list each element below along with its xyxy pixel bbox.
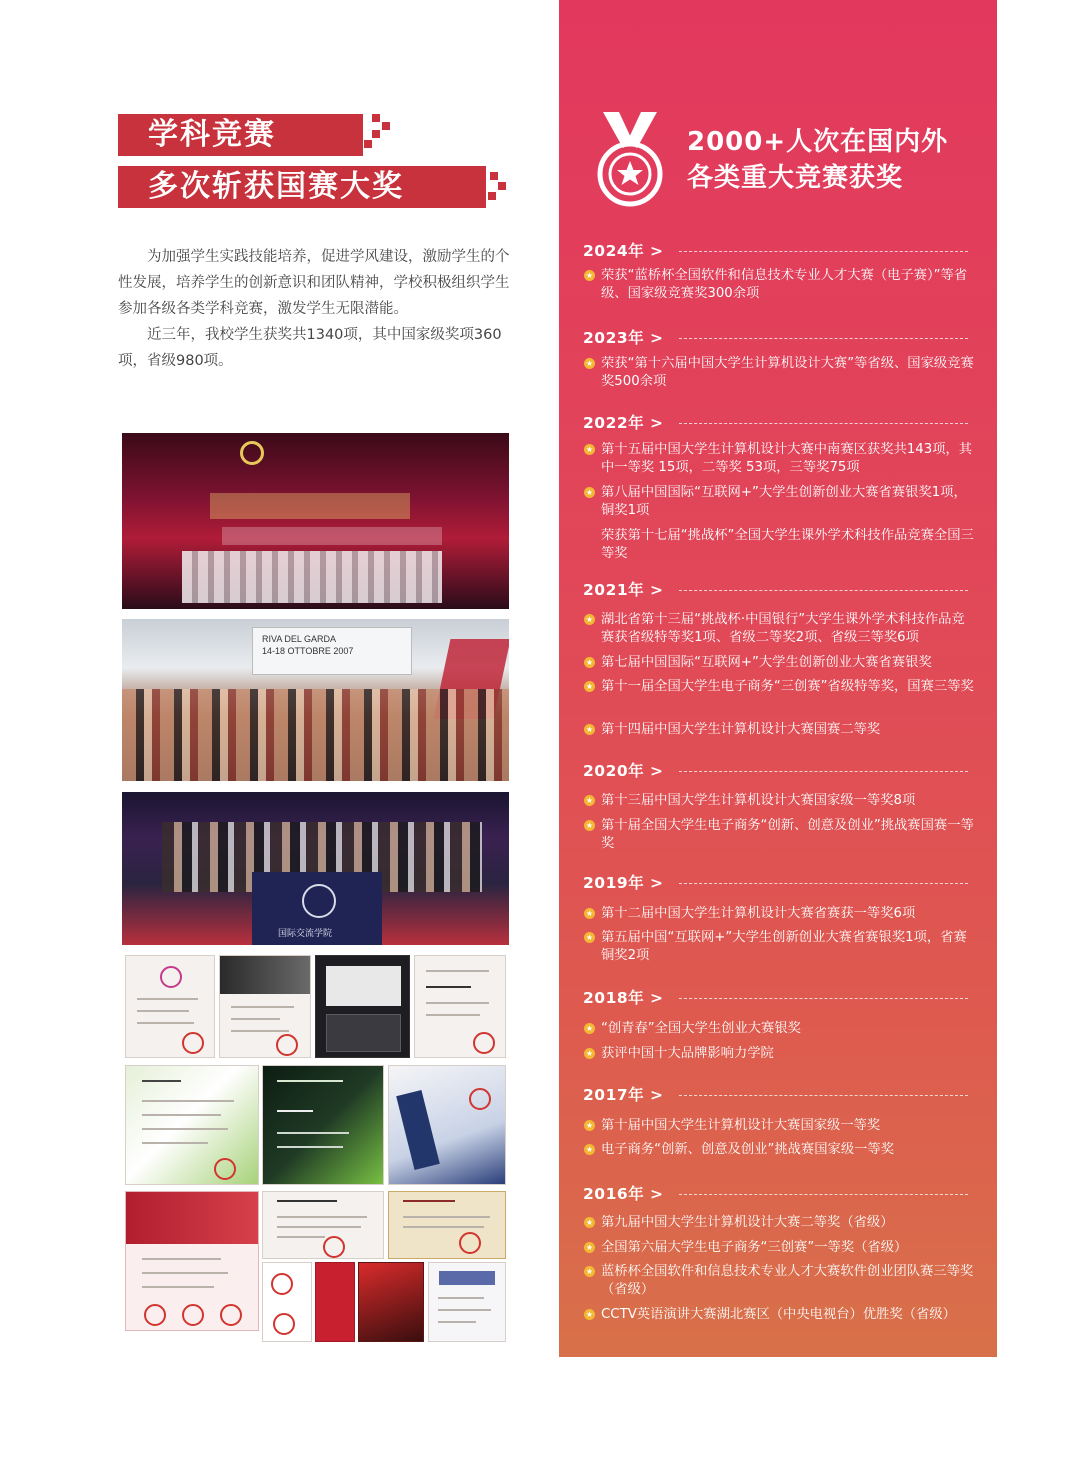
seal-icon [182, 1032, 204, 1054]
award-item: ★ 第十一届全国大学生电子商务“三创赛”省级特等奖，国赛三等奖 [585, 679, 974, 694]
award-item: ★ 电子商务“创新、创意及创业”挑战赛国家级一等奖 [585, 1142, 895, 1157]
star-bullet-icon: ★ [585, 796, 594, 805]
dashed-divider [679, 1095, 968, 1096]
certificate-image [388, 1065, 506, 1185]
year-header [583, 1085, 968, 1105]
seal-icon [182, 1304, 204, 1326]
dashed-divider [679, 338, 968, 339]
flag-text: 国际交流学院 [278, 929, 333, 939]
certificate-image [262, 1065, 384, 1185]
dashed-divider [679, 998, 968, 999]
star-bullet-icon: ★ [585, 1049, 594, 1058]
star-bullet-icon: ★ [585, 933, 594, 942]
choir-group [182, 551, 442, 603]
year-label: 2022年 > [583, 414, 664, 432]
seal-icon [214, 1158, 236, 1180]
award-item: ★ 荣获“第十六届中国大学生计算机设计大赛”等省级、国家级竞赛奖500余项 [585, 356, 974, 389]
stage-caption [222, 527, 442, 545]
section-title-line2: 多次斩获国赛大奖 [118, 166, 486, 208]
year-header [583, 413, 968, 433]
award-item: ★ 第十届全国大学生电子商务“创新、创意及创业”挑战赛国赛一等奖 [585, 818, 974, 851]
certificate-image [125, 955, 215, 1058]
award-item: ★ 第十届中国大学生计算机设计大赛国家级一等奖 [585, 1118, 881, 1133]
dashed-divider [679, 1194, 968, 1195]
award-item: ★ 第十四届中国大学生计算机设计大赛国赛二等奖 [585, 722, 881, 737]
star-bullet-icon: ★ [585, 1024, 594, 1033]
star-bullet-icon: ★ [585, 271, 594, 280]
certificate-image [125, 1191, 259, 1331]
intro-text [118, 244, 513, 374]
dashed-divider [679, 771, 968, 772]
year-label: 2019年 > [583, 874, 664, 892]
pixel-decoration [372, 114, 380, 122]
pixel-decoration [490, 172, 498, 180]
year-label: 2020年 > [583, 762, 664, 780]
intro-paragraph: 为加强学生实践技能培养，促进学风建设，激励学生的个性发展，培养学生的创新意识和团队精神，学校积极组织学生参加各级各类学科竞赛，激发学生无限潜能。 [118, 249, 510, 317]
panel-heading-line2: 各类重大竞赛获奖 [687, 163, 904, 193]
seal-icon [459, 1232, 481, 1254]
choir-performance-photo [122, 433, 509, 609]
certificate-image [315, 955, 410, 1058]
dashed-divider [679, 590, 968, 591]
star-bullet-icon: ★ [585, 359, 594, 368]
star-bullet-icon: ★ [585, 1243, 594, 1252]
certificate-image [219, 955, 311, 1058]
certificate-image [388, 1191, 506, 1259]
star-bullet-icon: ★ [585, 445, 594, 454]
panel-heading [687, 124, 987, 196]
group-of-people [122, 689, 509, 781]
year-header [583, 988, 968, 1008]
star-bullet-icon: ★ [585, 1145, 594, 1154]
certificate-image [358, 1262, 424, 1342]
seal-icon [473, 1032, 495, 1054]
year-label: 2023年 > [583, 329, 664, 347]
star-bullet-icon: ★ [585, 488, 594, 497]
dashed-divider [679, 251, 968, 252]
pixel-decoration [364, 140, 372, 148]
seal-icon [273, 1313, 295, 1335]
certificate-image [428, 1262, 506, 1342]
stage-banner [210, 493, 410, 519]
team-flag-photo [122, 792, 509, 945]
award-item: ★ 荣获“蓝桥杯全国软件和信息技术专业人才大赛（电子赛）”等省级、国家级竞赛奖300余项 [585, 268, 968, 301]
star-bullet-icon: ★ [585, 909, 594, 918]
star-bullet-icon: ★ [585, 725, 594, 734]
award-item: ★ 湖北省第十三届“挑战杯·中国银行”大学生课外学术科技作品竞赛获省级特等奖1项、省级二等奖2项、省级三等奖6项 [585, 612, 965, 645]
year-header [583, 873, 968, 893]
event-sign-text: RIVA DEL GARDA 14-18 OTTOBRE 2007 [262, 634, 354, 656]
seal-icon [323, 1236, 345, 1258]
year-label: 2024年 > [583, 242, 664, 260]
pixel-decoration [498, 182, 506, 190]
dashed-divider [679, 883, 968, 884]
award-item: ★ 第十五届中国大学生计算机设计大赛中南赛区获奖共143项，其中一等奖 15项，二等奖 53项，三等奖75项 [585, 442, 973, 475]
award-item: ★ 第七届中国国际“互联网+”大学生创新创业大赛省赛银奖 [585, 655, 932, 670]
section-title-line1: 学科竞赛 [118, 114, 363, 156]
year-label: 2017年 > [583, 1086, 664, 1104]
award-item: ★ 第十二届中国大学生计算机设计大赛省赛获一等奖6项 [585, 906, 916, 921]
award-item: ★ 第八届中国国际“互联网+”大学生创新创业大赛省赛银奖1项，铜奖1项 [585, 485, 967, 518]
pixel-decoration [372, 130, 380, 138]
award-item: ★ 全国第六届大学生电子商务“三创赛”一等奖（省级） [585, 1240, 908, 1255]
star-bullet-icon: ★ [585, 1267, 594, 1276]
star-bullet-icon: ★ [585, 821, 594, 830]
seal-icon [469, 1088, 491, 1110]
year-label: 2021年 > [583, 581, 664, 599]
star-bullet-icon: ★ [585, 1310, 594, 1319]
seal-icon [220, 1304, 242, 1326]
certificate-image [262, 1262, 312, 1342]
award-item: ★ CCTV英语演讲大赛湖北赛区（中央电视台）优胜奖（省级） [585, 1307, 956, 1322]
certificate-image [262, 1191, 384, 1259]
star-bullet-icon: ★ [585, 615, 594, 624]
flag-emblem-icon [302, 884, 336, 918]
award-item: ★ 第十三届中国大学生计算机设计大赛国家级一等奖8项 [585, 793, 916, 808]
star-bullet-icon: ★ [585, 658, 594, 667]
year-header [583, 241, 968, 261]
intro-paragraph: 近三年，我校学生获奖共1340项，其中国家级奖项360项，省级980项。 [118, 327, 502, 369]
dashed-divider [679, 423, 968, 424]
certificate-image [125, 1065, 259, 1185]
star-bullet-icon: ★ [585, 682, 594, 691]
award-item: 荣获第十七届“挑战杯”全国大学生课外学术科技作品竞赛全国三等奖 [601, 528, 974, 561]
certificate-image [315, 1262, 355, 1342]
year-label: 2018年 > [583, 989, 664, 1007]
festival-logo [240, 441, 264, 465]
competition-group-photo [122, 619, 509, 781]
pixel-decoration [488, 192, 496, 200]
seal-icon [160, 966, 182, 988]
seal-icon [144, 1304, 166, 1326]
award-item: ★ 获评中国十大品牌影响力学院 [585, 1046, 774, 1061]
award-item: ★ 第五届中国“互联网+”大学生创新创业大赛省赛银奖1项，省赛铜奖2项 [585, 930, 967, 963]
year-header [583, 328, 968, 348]
star-bullet-icon: ★ [585, 1218, 594, 1227]
award-item: ★ 蓝桥杯全国软件和信息技术专业人才大赛软件创业团队赛三等奖（省级） [585, 1264, 974, 1297]
award-item: ★ “创青春”全国大学生创业大赛银奖 [585, 1021, 801, 1036]
year-header [583, 761, 968, 781]
seal-icon [276, 1034, 298, 1056]
year-header [583, 580, 968, 600]
medal-icon [595, 112, 665, 212]
star-bullet-icon: ★ [585, 1121, 594, 1130]
panel-heading-line1: 2000+人次在国内外 [687, 127, 949, 157]
year-header [583, 1184, 968, 1204]
seal-icon [271, 1273, 293, 1295]
award-item: ★ 第九届中国大学生计算机设计大赛二等奖（省级） [585, 1215, 894, 1230]
pixel-decoration [382, 122, 390, 130]
certificate-image [414, 955, 506, 1058]
year-label: 2016年 > [583, 1185, 664, 1203]
